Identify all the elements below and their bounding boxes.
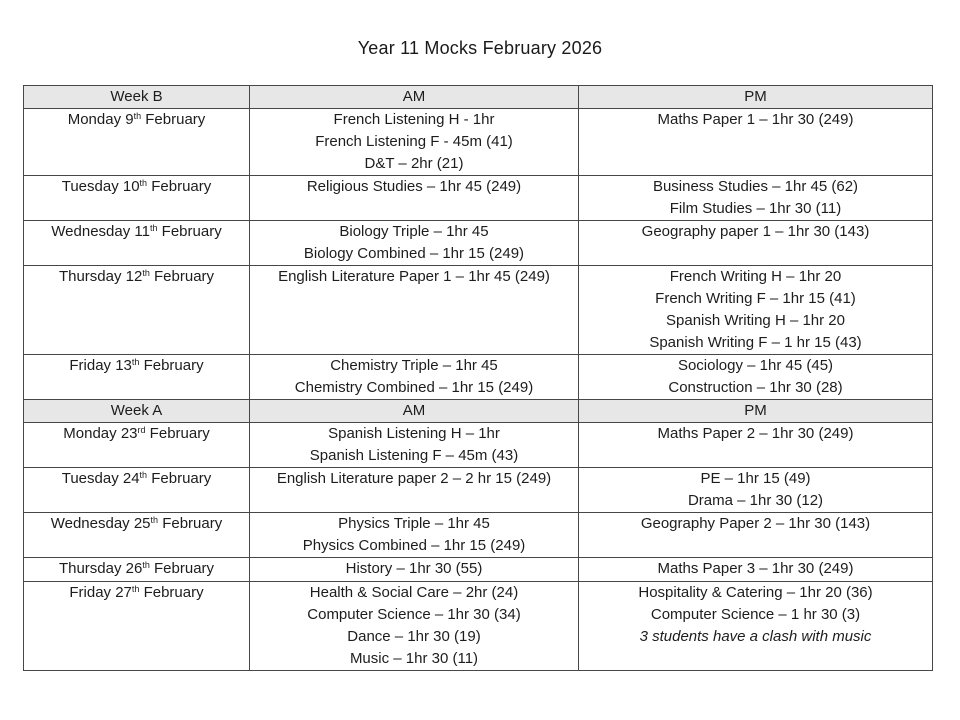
am-cell [250, 109, 579, 176]
exam-entry: French Writing F – 1hr 15 (41) [655, 290, 856, 307]
date-text: Wednesday 11 [51, 223, 150, 240]
exam-entry: Maths Paper 3 – 1hr 30 (249) [657, 560, 854, 577]
am-cell [250, 355, 579, 400]
date-text: Friday 13 [69, 357, 132, 374]
week-header-row [24, 400, 933, 423]
exam-entry: Maths Paper 1 – 1hr 30 (249) [657, 111, 854, 128]
am-cell [250, 513, 579, 558]
exam-entry: Dance – 1hr 30 (19) [347, 628, 481, 645]
date-cell [24, 582, 250, 671]
date-text: February [149, 268, 215, 285]
pm-cell [579, 468, 933, 513]
exam-entry: Spanish Listening F – 45m (43) [309, 447, 519, 464]
date-text: February [158, 515, 223, 532]
exam-entry: Health & Social Care – 2hr (24) [309, 584, 519, 601]
exam-day-row [24, 355, 933, 400]
exam-day-row [24, 558, 933, 582]
date-text: February [139, 357, 204, 374]
date-text: Monday 23 [63, 425, 138, 442]
exam-day-row [24, 176, 933, 221]
week-header-row [24, 86, 933, 109]
date-text: February [149, 560, 215, 577]
am-cell [250, 221, 579, 266]
exam-entry: Chemistry Combined – 1hr 15 (249) [294, 379, 534, 396]
date-cell [24, 355, 250, 400]
exam-entry: Computer Science – 1 hr 30 (3) [650, 606, 861, 623]
date-text: Friday 27 [69, 584, 132, 601]
exam-entry: Spanish Listening H – 1hr [328, 425, 500, 442]
exam-entry: Maths Paper 2 – 1hr 30 (249) [657, 425, 854, 442]
am-cell [250, 266, 579, 355]
timetable-body [24, 86, 933, 671]
exam-entry: Music – 1hr 30 (11) [349, 650, 479, 667]
exam-entry: Computer Science – 1hr 30 (34) [307, 606, 521, 623]
pm-cell [579, 266, 933, 355]
exam-entry: 3 students have a clash with music [639, 628, 872, 645]
exam-day-row [24, 423, 933, 468]
date-ordinal: th [139, 470, 148, 480]
exam-entry: Biology Combined – 1hr 15 (249) [303, 245, 525, 262]
exam-entry: Drama – 1hr 30 (12) [687, 492, 824, 509]
date-text: Tuesday 24 [61, 470, 140, 487]
date-text: February [157, 223, 222, 240]
exam-entry: Physics Combined – 1hr 15 (249) [302, 537, 526, 554]
date-text: Wednesday 25 [50, 515, 151, 532]
am-cell [250, 468, 579, 513]
week-label-cell: Week A [24, 400, 250, 423]
date-ordinal: th [142, 268, 150, 278]
pm-cell [579, 221, 933, 266]
exam-entry: Business Studies – 1hr 45 (62) [652, 178, 859, 195]
mocks-timetable [23, 85, 933, 671]
exam-entry: Sociology – 1hr 45 (45) [677, 357, 834, 374]
exam-entry: French Listening H - 1hr [333, 111, 495, 128]
date-text: February [145, 425, 210, 442]
exam-day-row [24, 582, 933, 671]
page-title: Year 11 Mocks February 2026 [357, 38, 603, 58]
date-text: Monday 9 [67, 111, 134, 128]
pm-cell [579, 423, 933, 468]
date-text: Thursday 26 [58, 560, 143, 577]
am-cell [250, 558, 579, 582]
date-ordinal: th [149, 223, 158, 233]
exam-entry: Film Studies – 1hr 30 (11) [669, 200, 842, 217]
date-cell [24, 423, 250, 468]
date-text: February [139, 584, 204, 601]
date-ordinal: rd [137, 425, 146, 435]
date-cell [24, 221, 250, 266]
week-label-cell: Week B [24, 86, 250, 109]
pm-cell [579, 355, 933, 400]
exam-entry: French Listening F - 45m (41) [315, 133, 513, 150]
date-text: February [141, 111, 206, 128]
exam-day-row [24, 513, 933, 558]
exam-entry: Spanish Writing F – 1 hr 15 (43) [649, 334, 862, 351]
exam-entry: Physics Triple – 1hr 45 [338, 515, 490, 532]
exam-entry: English Literature paper 2 – 2 hr 15 (249) [276, 470, 552, 487]
date-text: February [147, 470, 212, 487]
date-text: Tuesday 10 [61, 178, 140, 195]
date-ordinal: th [133, 111, 142, 121]
exam-day-row [24, 109, 933, 176]
am-cell [250, 423, 579, 468]
exam-day-row [24, 468, 933, 513]
pm-cell [579, 558, 933, 582]
am-cell [250, 176, 579, 221]
am-header-cell: AM [250, 400, 579, 423]
date-ordinal: th [139, 178, 148, 188]
pm-cell [579, 176, 933, 221]
pm-header-cell: PM [579, 400, 933, 423]
pm-cell [579, 513, 933, 558]
exam-entry: French Writing H – 1hr 20 [669, 268, 842, 285]
date-cell [24, 109, 250, 176]
exam-entry: English Literature Paper 1 – 1hr 45 (249) [278, 268, 550, 285]
exam-entry: Geography paper 1 – 1hr 30 (143) [641, 223, 870, 240]
date-cell [24, 558, 250, 582]
pm-cell [579, 109, 933, 176]
date-text: February [147, 178, 212, 195]
date-ordinal: th [142, 560, 150, 570]
pm-header-cell: PM [579, 86, 933, 109]
date-cell [24, 176, 250, 221]
exam-entry: Chemistry Triple – 1hr 45 [330, 357, 498, 374]
exam-day-row [24, 266, 933, 355]
exam-entry: Hospitality & Catering – 1hr 20 (36) [638, 584, 873, 601]
exam-entry: Religious Studies – 1hr 45 (249) [306, 178, 522, 195]
exam-entry: Construction – 1hr 30 (28) [668, 379, 843, 396]
exam-day-row [24, 221, 933, 266]
am-header-cell: AM [250, 86, 579, 109]
exam-entry: Spanish Writing H – 1hr 20 [666, 312, 845, 329]
exam-entry: History – 1hr 30 (55) [345, 560, 483, 577]
exam-entry: D&T – 2hr (21) [364, 155, 464, 172]
date-ordinal: th [150, 515, 159, 525]
date-cell [24, 468, 250, 513]
date-text: Thursday 12 [58, 268, 143, 285]
date-ordinal: th [131, 357, 140, 367]
exam-entry: Geography Paper 2 – 1hr 30 (143) [640, 515, 871, 532]
date-cell [24, 513, 250, 558]
am-cell [250, 582, 579, 671]
exam-entry: PE – 1hr 15 (49) [700, 470, 811, 487]
date-ordinal: th [131, 584, 140, 594]
pm-cell [579, 582, 933, 671]
date-cell [24, 266, 250, 355]
exam-entry: Biology Triple – 1hr 45 [339, 223, 489, 240]
